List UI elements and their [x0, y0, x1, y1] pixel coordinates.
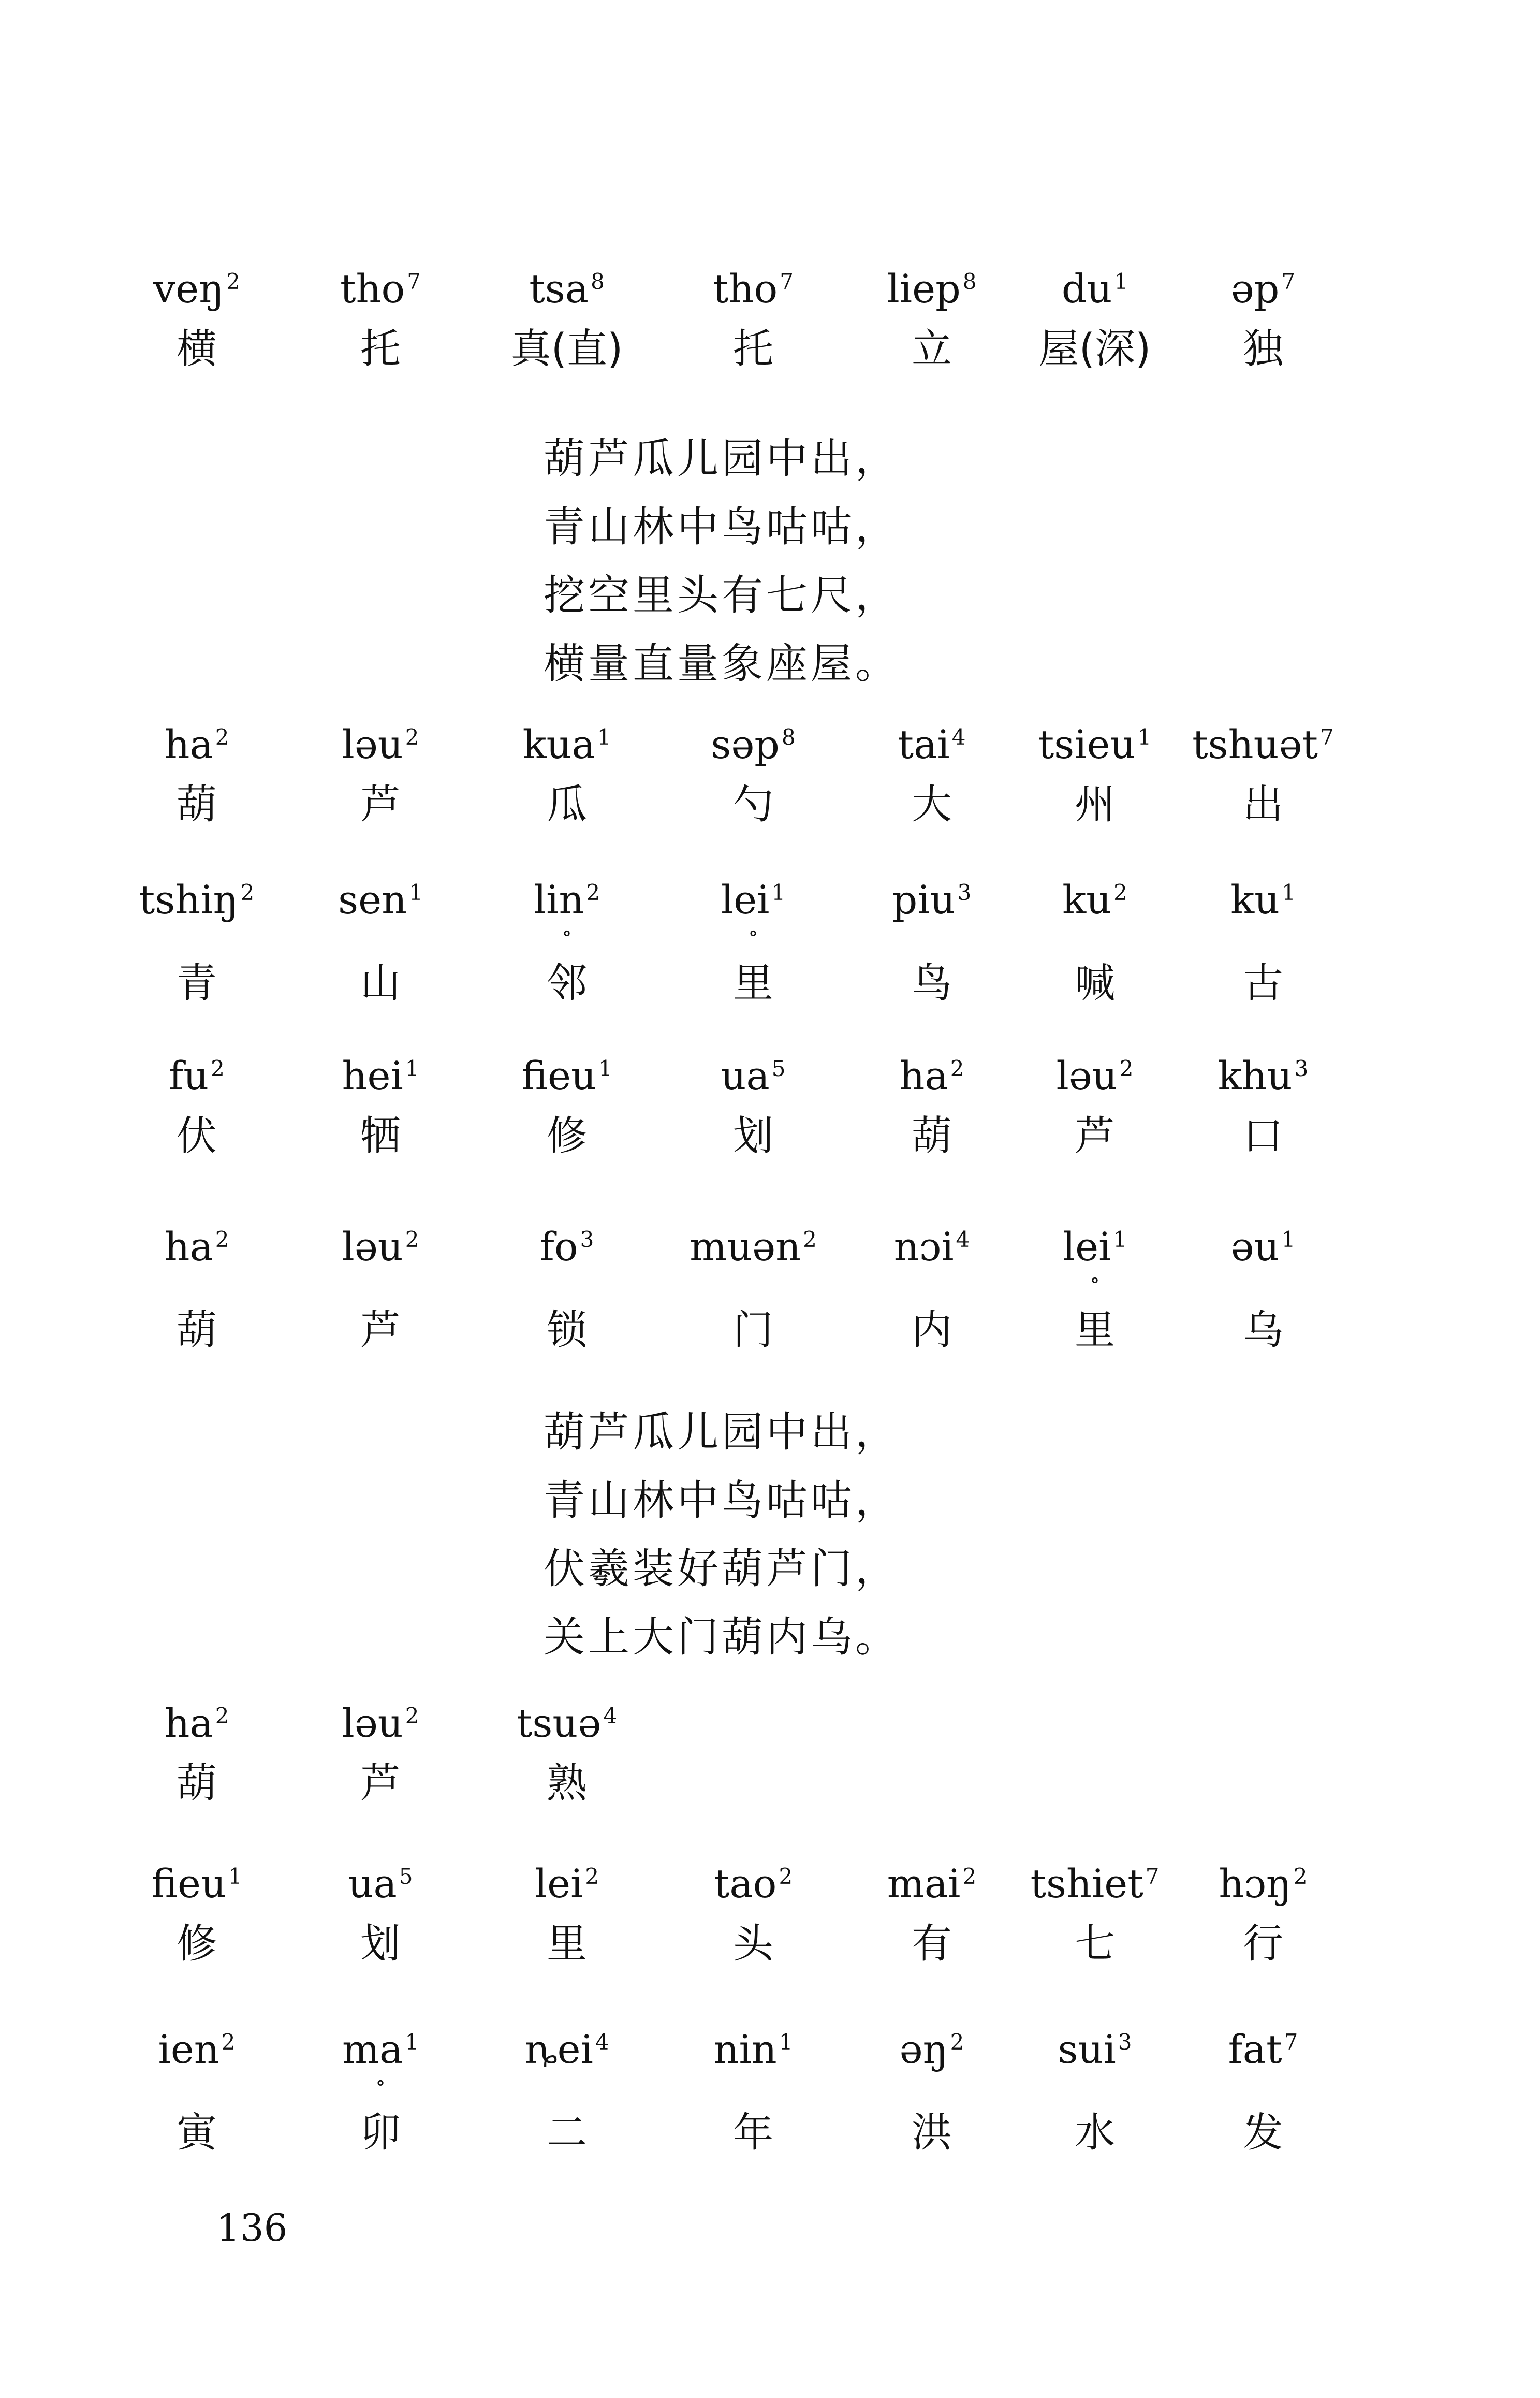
romanization — [1002, 877, 1188, 923]
tone-number: 5 — [771, 1055, 786, 1081]
romanization — [287, 721, 474, 767]
tone-number: 5 — [399, 1863, 413, 1889]
tone-number: 7 — [780, 268, 794, 294]
circle-mark-icon: ∘ — [1090, 1268, 1100, 1292]
tone-number: 1 — [1282, 879, 1296, 905]
page-number: 136 — [216, 2206, 288, 2249]
chinese-gloss: 芦 — [360, 781, 401, 828]
romanization — [1002, 266, 1188, 312]
chinese-gloss: 卯 — [360, 2110, 401, 2156]
chinese-gloss: 划 — [732, 1113, 773, 1159]
chinese-gloss: 伏 — [176, 1113, 217, 1159]
tone-number: 8 — [781, 724, 796, 750]
romanized-syllable: tsieu — [1038, 721, 1136, 767]
chinese-gloss: 寅 — [176, 2110, 217, 2156]
romanization — [1170, 1224, 1356, 1270]
romanized-syllable: fat — [1228, 2026, 1282, 2072]
romanization — [1002, 1861, 1188, 1907]
romanization — [104, 1224, 290, 1270]
chinese-gloss: 划 — [360, 1921, 401, 1967]
romanized-syllable: sen — [338, 877, 407, 923]
chinese-gloss: 口 — [1242, 1113, 1283, 1159]
chinese-gloss: 托 — [732, 326, 773, 372]
romanization — [104, 721, 290, 767]
tone-number: 2 — [585, 1863, 599, 1889]
romanized-syllable: ləu — [342, 721, 403, 767]
tone-number: 2 — [240, 879, 255, 905]
romanization — [287, 1224, 474, 1270]
tone-number: 2 — [215, 1226, 229, 1252]
chinese-gloss: 修 — [546, 1113, 587, 1159]
tone-number: 2 — [586, 879, 600, 905]
romanized-syllable: hei — [342, 1053, 403, 1099]
chinese-gloss: 里 — [1074, 1307, 1115, 1354]
tone-number: 2 — [803, 1226, 817, 1252]
romanization — [474, 266, 660, 312]
romanization — [104, 1700, 290, 1746]
poem-line: 伏羲装好葫芦门， — [544, 1545, 900, 1593]
romanization — [474, 1700, 660, 1746]
tone-number: 1 — [1137, 724, 1152, 750]
romanized-syllable: ȵei — [524, 2026, 593, 2072]
tone-number: 1 — [598, 1055, 612, 1081]
chinese-gloss: 喊 — [1074, 960, 1115, 1007]
circle-mark-icon: ∘ — [375, 2071, 386, 2095]
romanized-syllable: ku — [1230, 877, 1280, 923]
romanization — [104, 877, 290, 923]
chinese-gloss: 葫 — [911, 1113, 952, 1159]
chinese-gloss: 门 — [732, 1307, 773, 1354]
tone-number: 1 — [1113, 1226, 1127, 1252]
romanization — [1002, 2026, 1188, 2072]
romanized-syllable: nin — [713, 2026, 777, 2072]
tone-number: 4 — [595, 2029, 609, 2055]
romanization — [1002, 1053, 1188, 1099]
romanized-syllable: veŋ — [153, 266, 225, 312]
romanization — [1170, 1861, 1356, 1907]
romanized-syllable: ma — [342, 2026, 403, 2072]
tone-number: 2 — [215, 1703, 229, 1728]
chinese-gloss: 熟 — [546, 1760, 587, 1807]
romanization — [474, 1224, 660, 1270]
chinese-gloss: 横 — [176, 326, 217, 372]
romanization — [287, 1861, 474, 1907]
poem-line: 关上大门葫内乌。 — [544, 1613, 900, 1661]
romanization — [1002, 721, 1188, 767]
romanization — [660, 1053, 846, 1099]
chinese-gloss: 立 — [911, 326, 952, 372]
poem-line: 横量直量象座屋。 — [544, 640, 900, 688]
romanization — [660, 877, 846, 945]
chinese-gloss: 二 — [546, 2110, 587, 2156]
romanization — [839, 1224, 1025, 1270]
tone-number: 2 — [405, 1226, 419, 1252]
romanized-syllable: piu — [892, 877, 956, 923]
romanized-syllable: tho — [713, 266, 778, 312]
romanized-syllable: ləu — [342, 1700, 403, 1746]
tone-number: 7 — [1320, 724, 1334, 750]
tone-number: 8 — [591, 268, 605, 294]
poem-line: 葫芦瓜儿园中出， — [544, 434, 900, 483]
chinese-gloss: 托 — [360, 326, 401, 372]
tone-number: 8 — [962, 268, 977, 294]
chinese-gloss: 行 — [1242, 1921, 1283, 1967]
romanized-syllable: ha — [164, 1700, 213, 1746]
poem-line: 挖空里头有七尺， — [544, 571, 900, 619]
romanization — [474, 2026, 660, 2072]
romanized-syllable: ləu — [1056, 1053, 1118, 1099]
tone-number: 1 — [1281, 1226, 1296, 1252]
tone-number: 2 — [1293, 1863, 1308, 1889]
chinese-gloss: 独 — [1242, 326, 1283, 372]
romanized-syllable: səp — [711, 721, 780, 767]
romanization — [474, 877, 660, 945]
tone-number: 2 — [215, 724, 229, 750]
romanization — [839, 2026, 1025, 2072]
romanization — [287, 1700, 474, 1746]
romanized-syllable: lin — [533, 877, 584, 923]
chinese-gloss: 葫 — [176, 781, 217, 828]
tone-number: 1 — [779, 2029, 793, 2055]
romanized-syllable: fo — [539, 1224, 578, 1270]
chinese-gloss: 瓜 — [546, 781, 587, 828]
romanization — [104, 2026, 290, 2072]
tone-number: 2 — [950, 2029, 964, 2055]
romanized-syllable: fu — [169, 1053, 209, 1099]
tone-number: 1 — [405, 1055, 419, 1081]
chinese-gloss: 年 — [732, 2110, 773, 2156]
romanized-syllable: əŋ — [899, 2026, 948, 2072]
romanization — [474, 1861, 660, 1907]
tone-number: 3 — [1118, 2029, 1132, 2055]
tone-number: 2 — [962, 1863, 977, 1889]
romanized-syllable: ku — [1062, 877, 1112, 923]
chinese-gloss: 葫 — [176, 1760, 217, 1807]
chinese-gloss: 出 — [1242, 781, 1283, 828]
romanization — [1002, 1224, 1188, 1292]
romanized-syllable: ien — [158, 2026, 219, 2072]
romanized-syllable: kua — [522, 721, 595, 767]
romanization — [287, 2026, 474, 2095]
romanized-syllable: əu — [1230, 1224, 1280, 1270]
tone-number: 1 — [771, 879, 786, 905]
chinese-gloss: 芦 — [360, 1760, 401, 1807]
tone-number: 7 — [407, 268, 421, 294]
romanization — [660, 721, 846, 767]
tone-number: 7 — [1284, 2029, 1298, 2055]
chinese-gloss: 葫 — [176, 1307, 217, 1354]
chinese-gloss: 山 — [360, 960, 401, 1007]
tone-number: 7 — [1145, 1863, 1160, 1889]
tone-number: 1 — [1114, 268, 1128, 294]
chinese-gloss: 芦 — [1074, 1113, 1115, 1159]
romanized-syllable: tsa — [529, 266, 589, 312]
romanized-syllable: tao — [713, 1861, 777, 1907]
romanization — [839, 877, 1025, 923]
tone-number: 2 — [405, 1703, 419, 1728]
romanized-syllable: tsuə — [516, 1700, 602, 1746]
chinese-gloss: 牺 — [360, 1113, 401, 1159]
romanization — [1170, 1053, 1356, 1099]
romanized-syllable: tshuət — [1192, 721, 1318, 767]
chinese-gloss: 勺 — [732, 781, 773, 828]
chinese-gloss: 真(直) — [510, 326, 623, 372]
chinese-gloss: 鸟 — [911, 960, 952, 1007]
romanization — [1170, 877, 1356, 923]
romanization — [1170, 2026, 1356, 2072]
chinese-gloss: 屋(深) — [1038, 326, 1151, 372]
chinese-gloss: 锁 — [546, 1307, 587, 1354]
tone-number: 4 — [951, 724, 966, 750]
chinese-gloss: 水 — [1074, 2110, 1115, 2156]
chinese-gloss: 州 — [1074, 781, 1115, 828]
romanization — [660, 2026, 846, 2072]
tone-number: 2 — [1113, 879, 1127, 905]
chinese-gloss: 洪 — [911, 2110, 952, 2156]
romanization — [287, 266, 474, 312]
chinese-gloss: 古 — [1242, 960, 1283, 1007]
romanized-syllable: lei — [721, 877, 770, 923]
romanization — [660, 1861, 846, 1907]
tone-number: 4 — [956, 1226, 970, 1252]
chinese-gloss: 大 — [911, 781, 952, 828]
chinese-gloss: 芦 — [360, 1307, 401, 1354]
romanized-syllable: nɔi — [893, 1224, 954, 1270]
tone-number: 2 — [226, 268, 240, 294]
romanized-syllable: khu — [1218, 1053, 1293, 1099]
tone-number: 2 — [950, 1055, 964, 1081]
chinese-gloss: 里 — [546, 1921, 587, 1967]
chinese-gloss: 有 — [911, 1921, 952, 1967]
poem-stanza-2 — [544, 1398, 1165, 1672]
tone-number: 1 — [228, 1863, 242, 1889]
romanized-syllable: liep — [887, 266, 961, 312]
romanized-syllable: du — [1061, 266, 1112, 312]
tone-number: 3 — [957, 879, 972, 905]
tone-number: 7 — [1281, 268, 1296, 294]
romanization — [104, 266, 290, 312]
circle-mark-icon: ∘ — [748, 921, 758, 945]
poem-line: 葫芦瓜儿园中出， — [544, 1408, 900, 1456]
chinese-gloss: 青 — [176, 960, 217, 1007]
poem-line: 青山林中鸟咕咕， — [544, 1476, 900, 1524]
romanized-syllable: ha — [899, 1053, 948, 1099]
romanization — [660, 1224, 846, 1270]
chinese-gloss: 乌 — [1242, 1307, 1283, 1354]
romanized-syllable: tshiŋ — [139, 877, 239, 923]
romanized-syllable: ha — [164, 1224, 213, 1270]
poem-stanza-1 — [544, 425, 1165, 698]
romanized-syllable: lei — [534, 1861, 583, 1907]
tone-number: 1 — [409, 879, 423, 905]
romanization — [287, 1053, 474, 1099]
romanized-syllable: lei — [1062, 1224, 1111, 1270]
romanized-syllable: ləu — [342, 1224, 403, 1270]
romanization — [839, 1053, 1025, 1099]
chinese-gloss: 发 — [1242, 2110, 1283, 2156]
romanized-syllable: muən — [690, 1224, 801, 1270]
romanization — [474, 721, 660, 767]
romanized-syllable: fieu — [521, 1053, 596, 1099]
romanization — [1170, 721, 1356, 767]
romanized-syllable: tshiet — [1030, 1861, 1143, 1907]
romanized-syllable: sui — [1058, 2026, 1116, 2072]
romanization — [1170, 266, 1356, 312]
romanized-syllable: ua — [348, 1861, 397, 1907]
tone-number: 3 — [580, 1226, 594, 1252]
chinese-gloss: 里 — [732, 960, 773, 1007]
chinese-gloss: 邻 — [546, 960, 587, 1007]
chinese-gloss: 头 — [732, 1921, 773, 1967]
romanized-syllable: tai — [898, 721, 950, 767]
romanization — [660, 266, 846, 312]
romanized-syllable: hɔŋ — [1219, 1861, 1292, 1907]
romanized-syllable: fieu — [151, 1861, 226, 1907]
romanized-syllable: ua — [721, 1053, 770, 1099]
tone-number: 2 — [1119, 1055, 1134, 1081]
tone-number: 1 — [405, 2029, 419, 2055]
chinese-gloss: 七 — [1074, 1921, 1115, 1967]
tone-number: 2 — [211, 1055, 225, 1081]
romanization — [287, 877, 474, 923]
romanization — [104, 1053, 290, 1099]
romanization — [839, 721, 1025, 767]
tone-number: 2 — [221, 2029, 236, 2055]
poem-line: 青山林中鸟咕咕， — [544, 503, 900, 551]
romanized-syllable: mai — [887, 1861, 961, 1907]
tone-number: 1 — [597, 724, 611, 750]
circle-mark-icon: ∘ — [562, 921, 572, 945]
romanization — [474, 1053, 660, 1099]
romanized-syllable: tho — [340, 266, 405, 312]
romanization — [839, 1861, 1025, 1907]
chinese-gloss: 修 — [176, 1921, 217, 1967]
romanized-syllable: ha — [164, 721, 213, 767]
romanization — [839, 266, 1025, 312]
tone-number: 2 — [779, 1863, 793, 1889]
tone-number: 3 — [1294, 1055, 1309, 1081]
tone-number: 2 — [405, 724, 419, 750]
tone-number: 4 — [603, 1703, 618, 1728]
romanization — [104, 1861, 290, 1907]
chinese-gloss: 内 — [911, 1307, 952, 1354]
romanized-syllable: əp — [1230, 266, 1280, 312]
